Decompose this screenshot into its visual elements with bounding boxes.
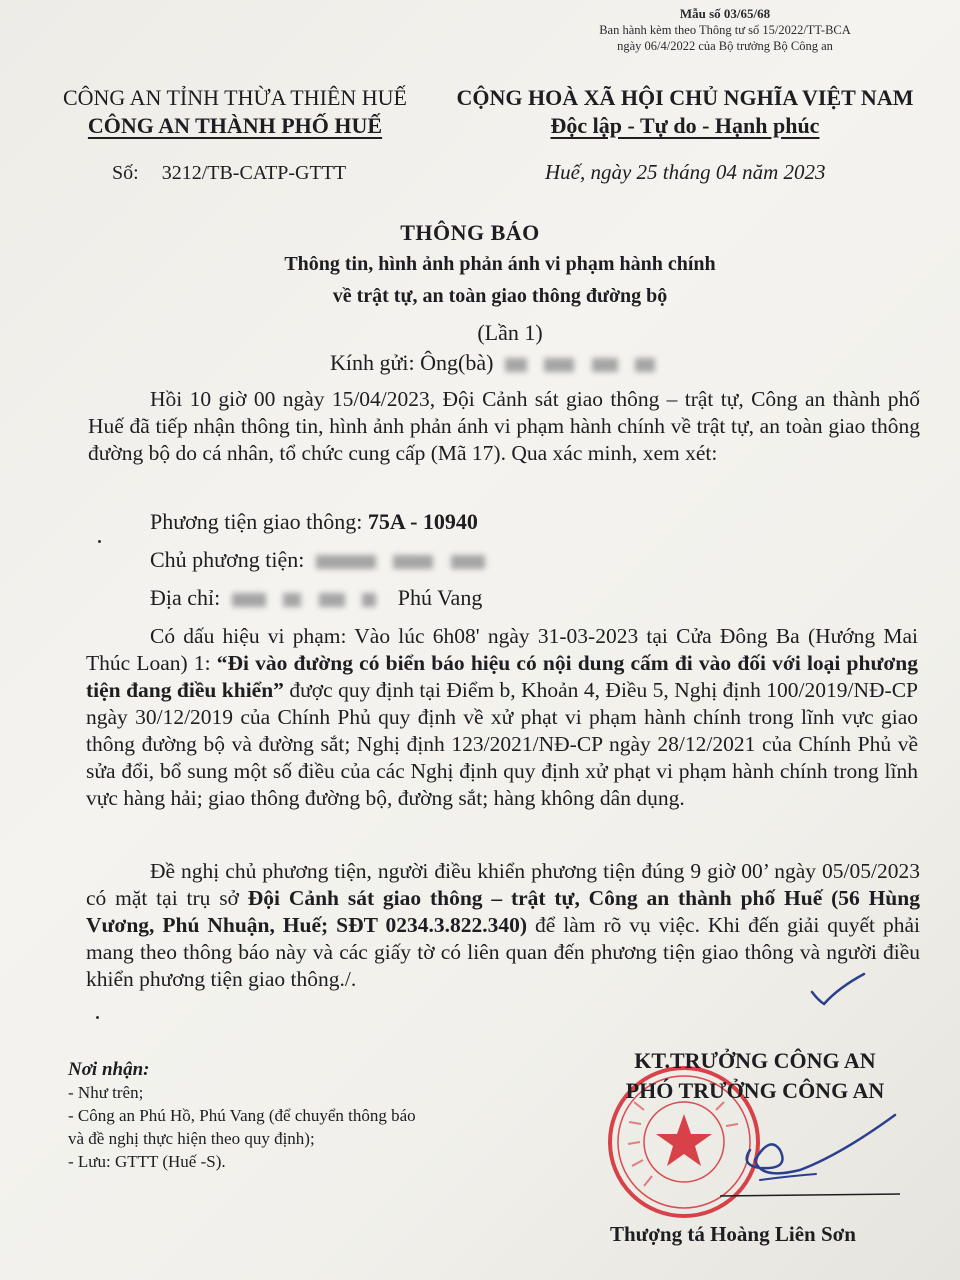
owner-field [150,547,491,573]
redacted-owner [316,555,376,569]
document-number-value: 3212/TB-CATP-GTTT [161,162,347,184]
violation-legal-basis: được quy định tại Điểm b, Khoản 4, Điều 5, Nghị định 100/2019/NĐ-CP ngày 30/12/2019 của Chính Phủ quy định về xử phạt vi phạm hành chính trong lĩnh vực giao thông đường bộ và đường sắt; Nghị định 123/2021/NĐ-CP ngày 28/12/2021 của Chính Phủ về sửa đổi, bổ sung một số điều của các Nghị định quy định xử phạt vi phạm hành chính trong lĩnh vực hàng hải; giao thông đường bộ, đường sắt; hàng không dân dụng. [86,678,918,810]
form-ref-line2: ngày 06/4/2022 của Bộ trưởng Bộ Công an [617,39,833,53]
recipient-item: - Như trên; [68,1083,144,1102]
request-office: Đội Cảnh sát giao thông – trật tự, Công an thành phố Huế (56 Hùng Vương, Phú Nhuận, Huế; SĐT 0234.3.822.340) [86,886,920,937]
document-subtitle-line1: Thông tin, hình ảnh phản ánh vi phạm hành chính [284,253,716,275]
address-field [150,585,482,611]
check-mark-icon [808,970,868,1010]
owner-label: Chủ phương tiện: [150,547,305,572]
document-subtitle-line2: về trật tự, an toàn giao thông đường bộ [332,285,668,307]
document-title: THÔNG BÁO [400,220,540,245]
signature-title-line1: KT.TRƯỞNG CÔNG AN [634,1048,876,1073]
national-motto: Độc lập - Tự do - Hạnh phúc [550,113,820,138]
stray-mark [96,1016,99,1019]
redacted-name [544,358,574,372]
handwritten-signature [720,1110,920,1200]
stray-mark [98,540,101,543]
redacted-owner [451,555,485,569]
issuing-authority [40,84,430,140]
notice-round: (Lần 1) [477,320,543,345]
national-title: CỘNG HOÀ XÃ HỘI CHỦ NGHĨA VIỆT NAM [456,85,914,110]
request-intro: Đề nghị chủ phương tiện, người điều khiển phương tiện đúng 9 giờ 00’ ngày 05/05/2023 có mặt tại trụ sở [86,859,920,910]
form-ref-line1: Ban hành kèm theo Thông tư số 15/2022/TT-BCA [599,23,851,37]
paragraph-intro-text: Hồi 10 giờ 00 ngày 15/04/2023, Đội Cảnh sát giao thông – trật tự, Công an thành phố Huế đã tiếp nhận thông tin, hình ảnh phản ánh vi phạm hành chính về trật tự, an toàn giao thông đường bộ do cá nhân, tổ chức cung cấp (Mã 17). Qua xác minh, xem xét: [88,387,920,465]
recipients-list [68,1058,416,1173]
violation-description: “Đi vào đường có biển báo hiệu có nội dung cấm đi vào đối với loại phương tiện đang điều khiển” [86,651,918,702]
signature-title-line2: PHÓ TRƯỞNG CÔNG AN [625,1078,885,1103]
vehicle-label: Phương tiện giao thông: [150,509,363,534]
signature-title [600,1046,910,1106]
redacted-owner [393,555,433,569]
redacted-address [283,593,301,607]
redacted-name [505,358,527,372]
redacted-address [319,593,345,607]
paragraph-violation [86,623,918,812]
signer-name: Thượng tá Hoàng Liên Sơn [610,1222,856,1246]
recipient-line [330,350,661,376]
recipient-item: - Lưu: GTTT (Huế -S). [68,1152,226,1171]
paragraph-intro [88,386,920,467]
redacted-address [232,593,266,607]
vehicle-field [150,509,478,535]
authority-line1: CÔNG AN TỈNH THỪA THIÊN HUẾ [62,85,407,110]
recipient-item: - Công an Phú Hồ, Phú Vang (để chuyển thông báo [68,1106,416,1125]
redacted-address [362,593,376,607]
vehicle-plate: 75A - 10940 [367,509,478,534]
authority-line2: CÔNG AN THÀNH PHỐ HUẾ [87,113,383,138]
address-visible-part: Phú Vang [397,585,483,610]
document-number [112,162,346,185]
violation-intro: Có dấu hiệu vi phạm: Vào lúc 6h08' ngày 31-03-2023 tại Cửa Đông Ba (Hướng Mai Thúc Loan) 1: [86,624,918,675]
request-rest: để làm rõ vụ việc. Khi đến giải quyết phải mang theo thông báo này và các giấy tờ có liên quan đến phương tiện giao thông và người điều khiển phương tiện giao thông./. [86,913,920,991]
recipient-label: Kính gửi: Ông(bà) [330,350,494,375]
recipient-item: và đề nghị thực hiện theo quy định); [68,1129,315,1148]
redacted-name [635,358,655,372]
form-code: Mẫu số 03/65/68 [679,6,771,21]
paragraph-request [86,858,920,993]
redacted-name [592,358,618,372]
address-label: Địa chỉ: [150,585,221,610]
national-header [440,84,930,140]
recipients-heading: Nơi nhận: [68,1059,150,1080]
place-date: Huế, ngày 25 tháng 04 năm 2023 [545,160,826,184]
document-number-label: Số: [112,162,139,184]
form-reference [560,6,890,54]
